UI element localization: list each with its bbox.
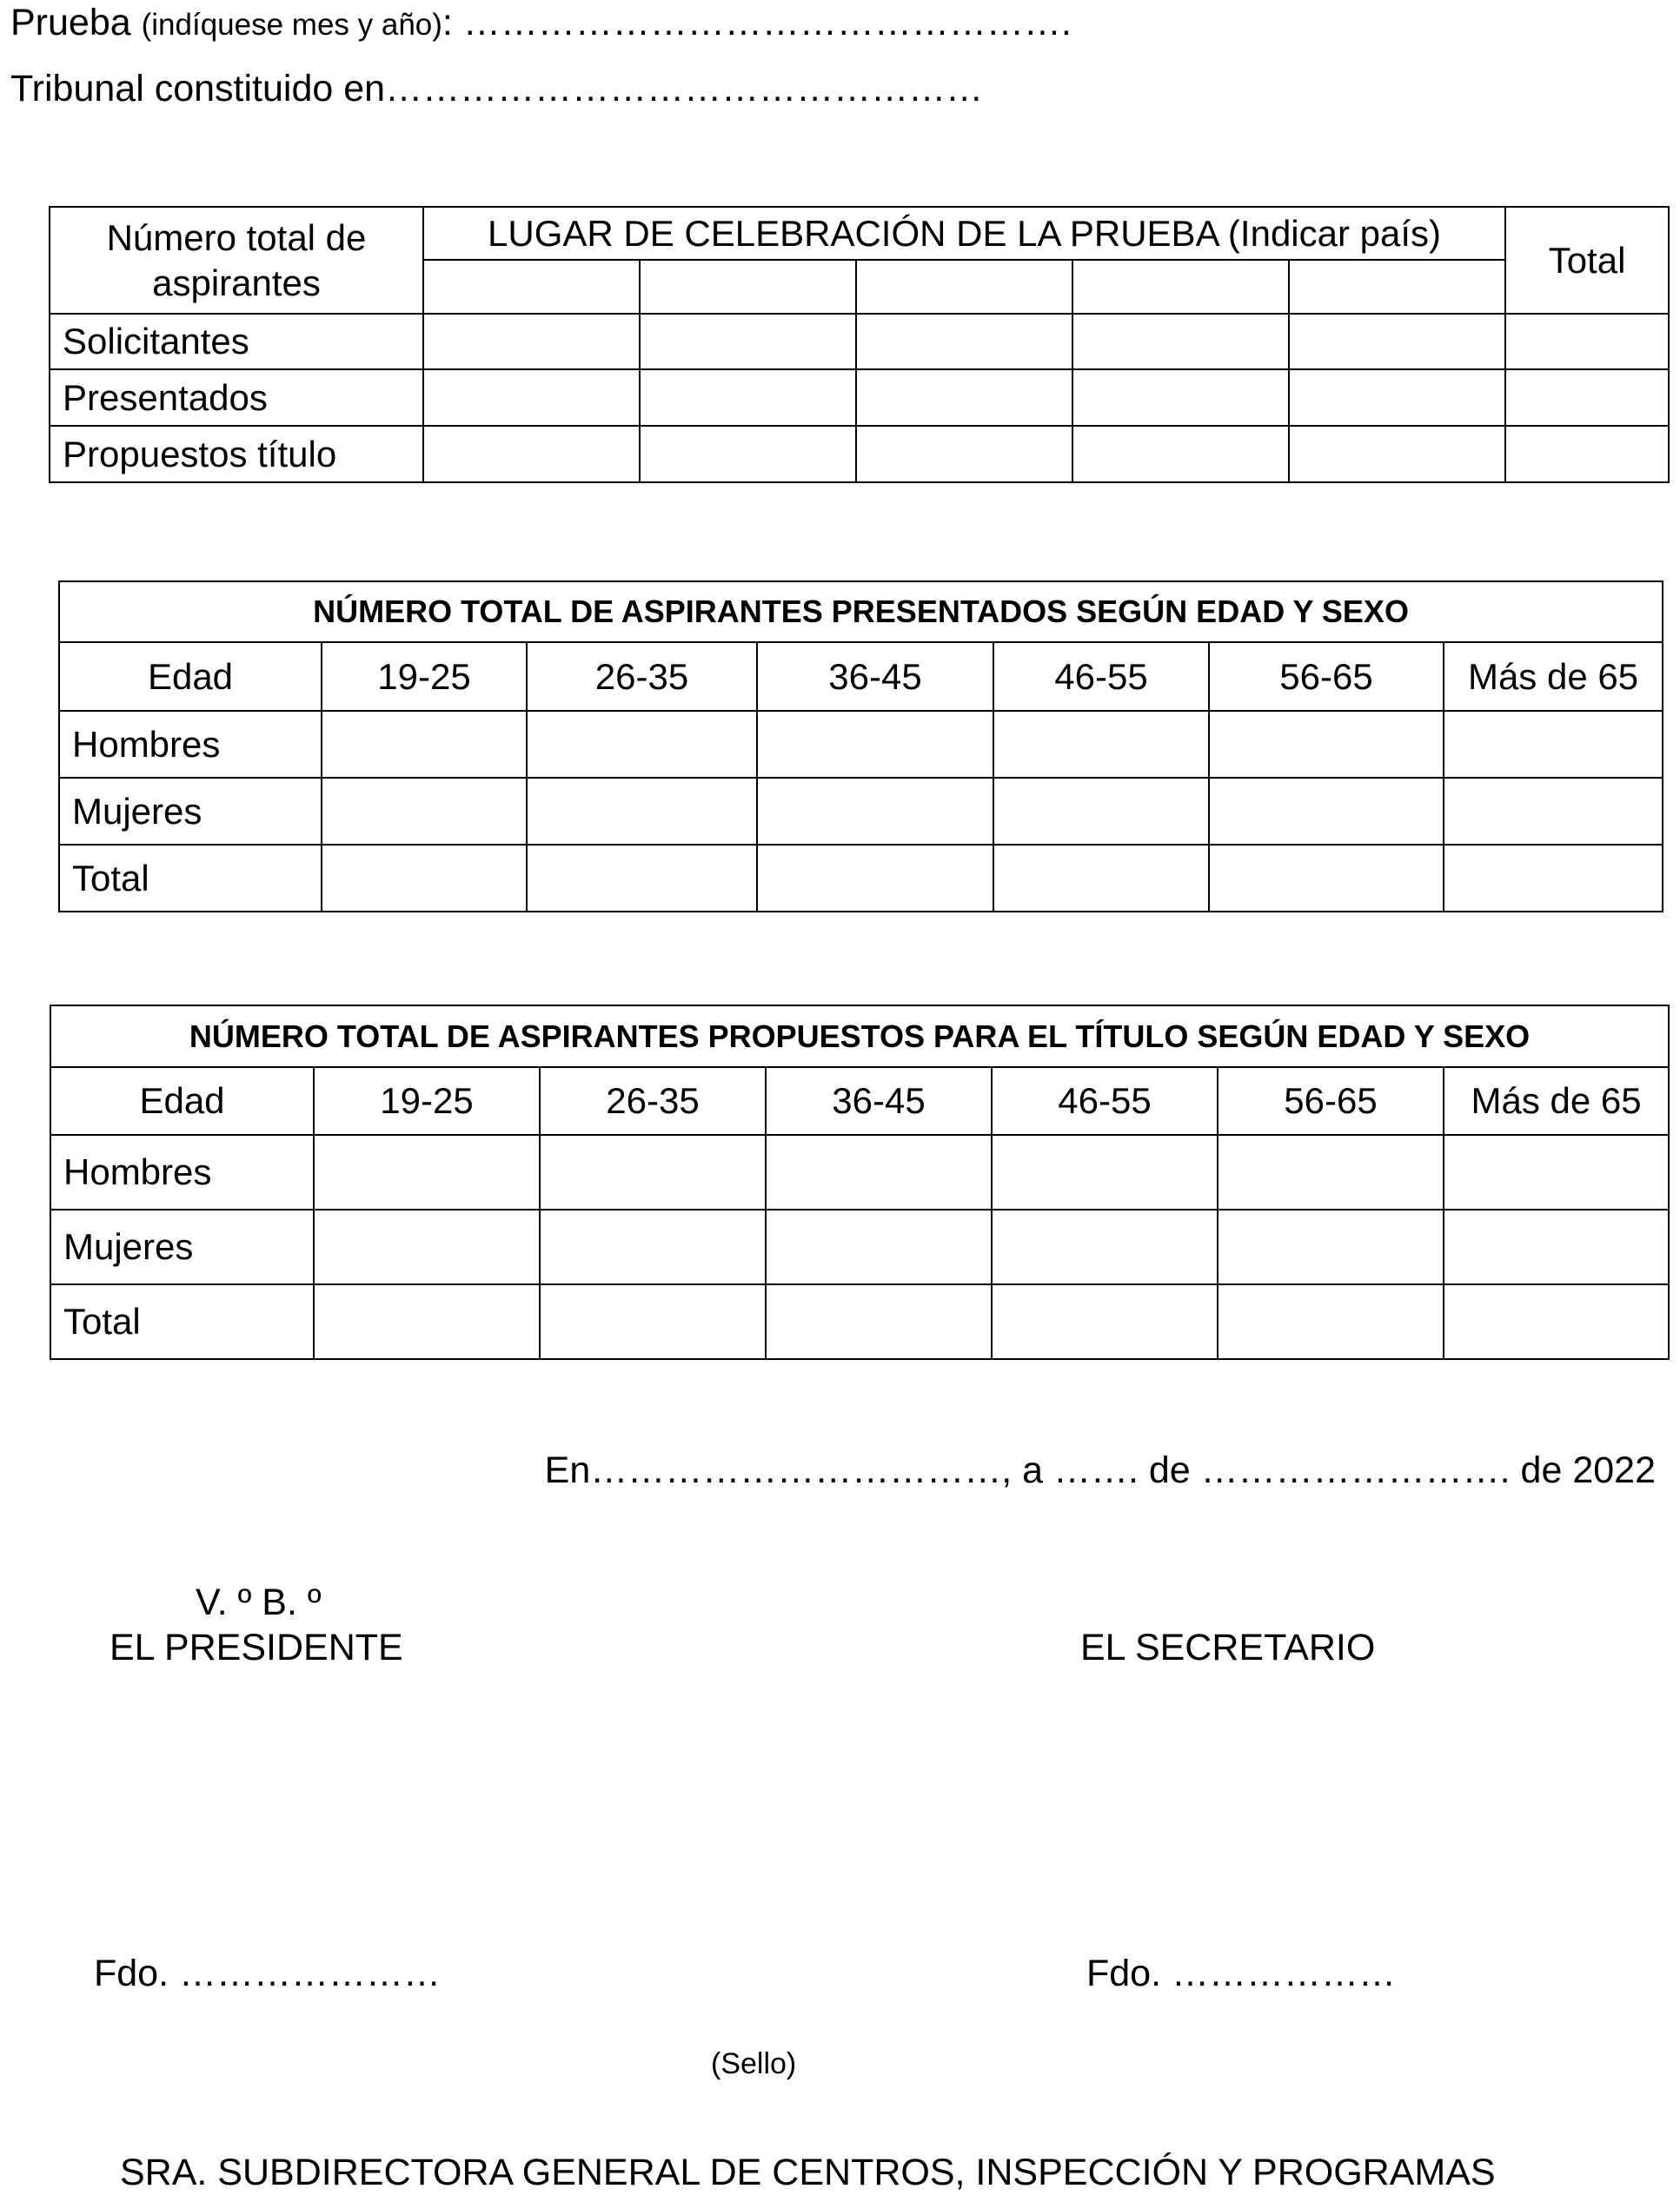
cell-input[interactable]	[322, 711, 527, 778]
cell-input[interactable]	[1444, 845, 1663, 912]
prueba-colon: :	[442, 2, 453, 43]
cell-input[interactable]	[527, 778, 757, 845]
cell-input[interactable]	[640, 314, 856, 369]
age-26-35: 26-35	[540, 1067, 766, 1135]
presidente-label: EL PRESIDENTE	[110, 1627, 403, 1668]
cell-input[interactable]	[314, 1210, 540, 1284]
cell-input[interactable]	[993, 711, 1209, 778]
cell-input[interactable]	[766, 1284, 992, 1359]
tribunal-label: Tribunal constituido en	[10, 68, 386, 109]
cell-input[interactable]	[1218, 1135, 1444, 1210]
edad-label: Edad	[50, 1067, 314, 1135]
country-input-1[interactable]	[423, 260, 640, 314]
table-row	[50, 1135, 1669, 1210]
table-row	[59, 711, 1663, 778]
prueba-dots: ………………………………………….	[462, 2, 1072, 43]
total-input[interactable]	[1505, 369, 1669, 426]
table-row	[50, 426, 1669, 482]
cell-input[interactable]	[540, 1210, 766, 1284]
propuestos-title: NÚMERO TOTAL DE ASPIRANTES PROPUESTOS PARA EL TÍTULO SEGÚN EDAD Y SEXO	[50, 1005, 1669, 1067]
cell-input[interactable]	[992, 1210, 1218, 1284]
cell-input[interactable]	[314, 1135, 540, 1210]
tribunal-line	[10, 68, 983, 110]
table-row	[50, 369, 1669, 426]
cell-input[interactable]	[757, 845, 993, 912]
age-36-45: 36-45	[766, 1067, 992, 1135]
table-row	[50, 1210, 1669, 1284]
cell-input[interactable]	[757, 778, 993, 845]
prueba-hint: (indíquese mes y año)	[141, 8, 442, 42]
cell-input[interactable]	[1444, 1135, 1669, 1210]
edad-label: Edad	[59, 642, 322, 711]
cell-input[interactable]	[1444, 1210, 1669, 1284]
age-19-25: 19-25	[314, 1067, 540, 1135]
cell-input[interactable]	[540, 1135, 766, 1210]
cell-input[interactable]	[1209, 711, 1444, 778]
row-label-mujeres: Mujeres	[59, 778, 322, 845]
tribunal-dots: …………………………………………	[385, 68, 984, 109]
age-19-25: 19-25	[322, 642, 527, 711]
cell-input[interactable]	[1072, 426, 1289, 482]
vobo-label: V. º B. º	[196, 1582, 322, 1623]
cell-input[interactable]	[1289, 426, 1505, 482]
cell-input[interactable]	[423, 314, 640, 369]
cell-input[interactable]	[1209, 778, 1444, 845]
age-46-55: 46-55	[992, 1067, 1218, 1135]
prueba-label: Prueba	[10, 2, 131, 43]
cell-input[interactable]	[540, 1284, 766, 1359]
cell-input[interactable]	[992, 1284, 1218, 1359]
cell-input[interactable]	[1289, 369, 1505, 426]
row-label-hombres: Hombres	[50, 1135, 314, 1210]
propuestos-edad-sexo-table	[50, 1005, 1670, 1360]
total-header: Total	[1505, 207, 1669, 314]
cell-input[interactable]	[640, 369, 856, 426]
cell-input[interactable]	[1072, 314, 1289, 369]
country-input-3[interactable]	[856, 260, 1072, 314]
cell-input[interactable]	[527, 845, 757, 912]
corner-label-cell	[50, 207, 423, 314]
cell-input[interactable]	[640, 426, 856, 482]
cell-input[interactable]	[856, 314, 1072, 369]
row-label-propuestos: Propuestos título	[50, 426, 423, 482]
sello-label: (Sello)	[711, 2047, 797, 2080]
secretario-label: EL SECRETARIO	[1080, 1627, 1376, 1668]
total-input[interactable]	[1505, 314, 1669, 369]
aspirantes-lugar-table	[49, 206, 1670, 483]
table-row	[50, 1284, 1669, 1359]
table-row	[50, 314, 1669, 369]
fdo-secretario: Fdo. ………………	[1086, 1953, 1396, 1994]
cell-input[interactable]	[322, 778, 527, 845]
prueba-line	[10, 2, 1072, 44]
cell-input[interactable]	[757, 711, 993, 778]
country-input-2[interactable]	[640, 260, 856, 314]
cell-input[interactable]	[992, 1135, 1218, 1210]
fdo-presidente: Fdo. …………………	[94, 1953, 441, 1994]
cell-input[interactable]	[766, 1210, 992, 1284]
addressee: SRA. SUBDIRECTORA GENERAL DE CENTROS, INSPECCIÓN Y PROGRAMAS	[120, 2152, 1496, 2193]
cell-input[interactable]	[993, 845, 1209, 912]
row-label-total: Total	[59, 845, 322, 912]
total-input[interactable]	[1505, 426, 1669, 482]
row-label-total: Total	[50, 1284, 314, 1359]
presentados-title: NÚMERO TOTAL DE ASPIRANTES PRESENTADOS SEGÚN EDAD Y SEXO	[59, 581, 1663, 642]
row-label-hombres: Hombres	[59, 711, 322, 778]
row-label-presentados: Presentados	[50, 369, 423, 426]
age-mas-65: Más de 65	[1444, 1067, 1669, 1135]
country-input-5[interactable]	[1289, 260, 1505, 314]
age-46-55: 46-55	[993, 642, 1209, 711]
table-row	[59, 778, 1663, 845]
cell-input[interactable]	[314, 1284, 540, 1359]
corner-label: Número total de aspirantes	[106, 216, 367, 303]
presentados-edad-sexo-table	[58, 580, 1663, 912]
cell-input[interactable]	[1072, 369, 1289, 426]
age-56-65: 56-65	[1218, 1067, 1444, 1135]
cell-input[interactable]	[1289, 314, 1505, 369]
cell-input[interactable]	[423, 369, 640, 426]
cell-input[interactable]	[423, 426, 640, 482]
age-mas-65: Más de 65	[1444, 642, 1663, 711]
country-input-4[interactable]	[1072, 260, 1289, 314]
row-label-mujeres: Mujeres	[50, 1210, 314, 1284]
cell-input[interactable]	[993, 778, 1209, 845]
cell-input[interactable]	[856, 426, 1072, 482]
table-row	[59, 845, 1663, 912]
date-line: En……………………………, a ……. de ……………………. de 2022	[544, 1449, 1656, 1491]
cell-input[interactable]	[766, 1135, 992, 1210]
age-36-45: 36-45	[757, 642, 993, 711]
cell-input[interactable]	[1218, 1284, 1444, 1359]
row-label-solicitantes: Solicitantes	[50, 314, 423, 369]
lugar-header: LUGAR DE CELEBRACIÓN DE LA PRUEBA (Indicar país)	[423, 207, 1505, 260]
cell-input[interactable]	[527, 711, 757, 778]
cell-input[interactable]	[322, 845, 527, 912]
cell-input[interactable]	[1444, 778, 1663, 845]
age-56-65: 56-65	[1209, 642, 1444, 711]
cell-input[interactable]	[1209, 845, 1444, 912]
cell-input[interactable]	[1218, 1210, 1444, 1284]
cell-input[interactable]	[1444, 711, 1663, 778]
cell-input[interactable]	[1444, 1284, 1669, 1359]
age-26-35: 26-35	[527, 642, 757, 711]
cell-input[interactable]	[856, 369, 1072, 426]
